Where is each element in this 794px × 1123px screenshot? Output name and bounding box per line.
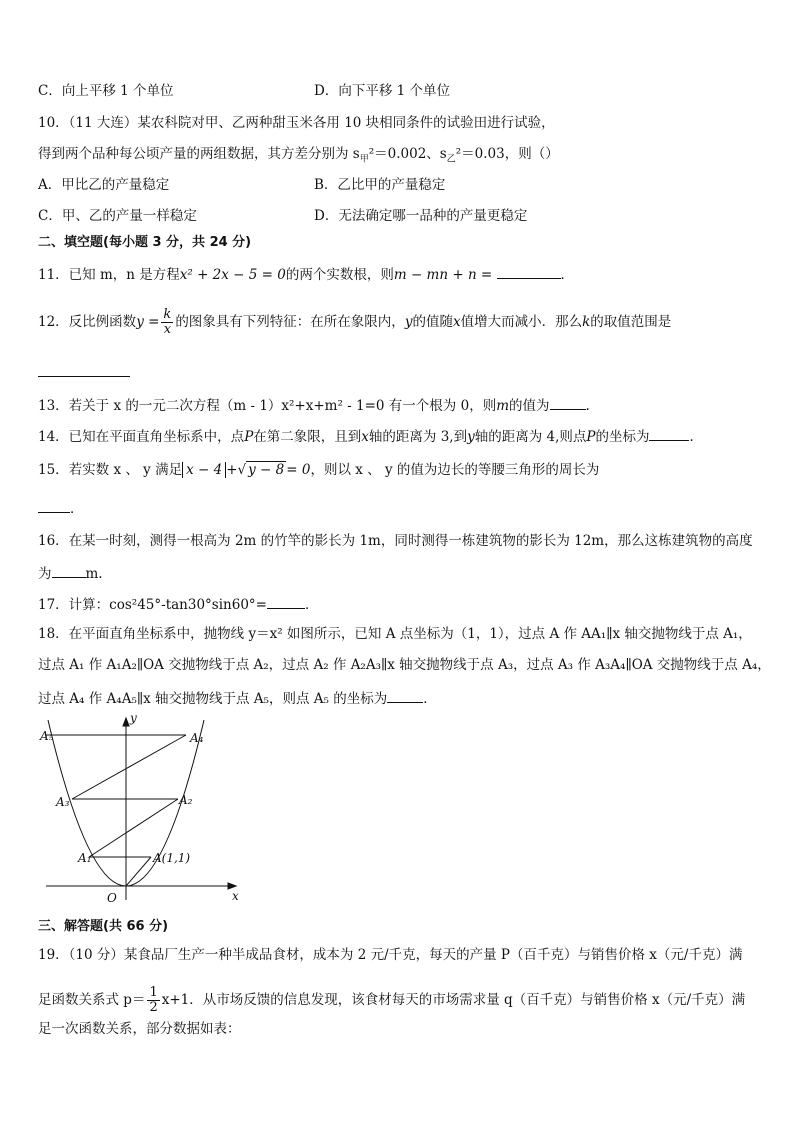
q12: 12．反比例函数y = $\frac{k}{x}$ 的图象具有下列特征：在所在象限内，y的值随x值增大而减小．那么k的取值范围是	[38, 307, 672, 337]
label-y: y	[130, 712, 137, 725]
q16-answer-blank[interactable]	[52, 563, 86, 578]
q19-line1: 19．（10 分）某食品厂生产一种半成品食材，成本为 2 元/千克，每天的产量 P（百千克）与销售价格 x（元/千克）满	[38, 947, 743, 963]
q11: 11．已知 m，n 是方程x² + 2x − 5 = 0的两个实数根，则m − mn + n = ．	[38, 264, 574, 284]
label-a: A(1,1)	[153, 851, 191, 865]
q9-option-d: D．向下平移 1 个单位	[314, 83, 450, 99]
q11-expression: m − mn + n =	[393, 267, 493, 283]
q17-answer-blank[interactable]	[267, 594, 305, 609]
q11-answer-blank[interactable]	[497, 264, 561, 279]
q14-answer-blank[interactable]	[649, 426, 689, 441]
q19-line3: 足一次函数关系，部分数据如表：	[38, 1021, 241, 1037]
q18-line3: 过点 A₄ 作 A₄A₅∥x 轴交抛物线于点 A₅，则点 A₅ 的坐标为 ．	[38, 688, 437, 708]
label-a5: A₅	[40, 729, 54, 743]
q12-answer-blank[interactable]	[38, 362, 130, 377]
q10-stem-line2: 得到两个品种每公顷产量的两组数据，其方差分别为 $s_甲^2=0.002$、$s_乙^2=0.03$，则（）	[38, 146, 559, 165]
label-a4: A₄	[190, 731, 204, 745]
q15-absolute-value: x − 4	[182, 462, 226, 478]
parabola-figure	[36, 712, 246, 908]
q10-option-c: C．甲、乙的产量一样稳定	[38, 208, 197, 224]
q9-option-c: C．向上平移 1 个单位	[38, 83, 174, 99]
q17: 17．计算：cos²45°-tan30°sin60°= ．	[38, 594, 318, 614]
q16-line1: 16．在某一时刻，测得一根高为 2m 的竹竿的影长为 1m，同时测得一栋建筑物的影长为 12m，那么这栋建筑物的高度	[38, 533, 753, 549]
q11-equation: x² + 2x − 5 = 0	[179, 267, 286, 283]
q15: 15．若实数 x 、 y 满足 x − 4 +√ y − 8 = 0，则以 x 、 y 的值为边长的等腰三角形的周长为	[38, 462, 600, 478]
label-a3: A₃	[56, 795, 70, 809]
q12-fraction: $\frac{k}{x}$	[163, 307, 172, 337]
q10-option-d: D．无法确定哪一品种的产量更稳定	[314, 208, 528, 224]
label-x: x	[232, 889, 239, 903]
q16-line2: 为 m.	[38, 563, 103, 583]
q18-line1: 18．在平面直角坐标系中，抛物线 y＝x² 如图所示，已知 A 点坐标为（1，1），过点 A 作 AA₁∥x 轴交抛物线于点 A₁，	[38, 626, 752, 642]
q19-fraction: $\frac{1}{2}$	[149, 985, 158, 1015]
label-a1: A₁	[78, 851, 92, 865]
q13-answer-blank[interactable]	[550, 395, 586, 410]
q10-option-a: A．甲比乙的产量稳定	[38, 177, 170, 193]
q15-square-root: y − 8	[248, 462, 285, 478]
q14: 14．已知在平面直角坐标系中，点P在第二象限，且到x轴的距离为 3,到y轴的距离为 4,则点P的坐标为 ．	[38, 426, 703, 446]
q15-answer-blank[interactable]	[38, 498, 70, 513]
section-fill-in-heading: 二、填空题(每小题 3 分，共 24 分)	[38, 235, 252, 250]
q18-line2: 过点 A₁ 作 A₁A₂∥OA 交抛物线于点 A₂，过点 A₂ 作 A₂A₃∥x 轴交抛物线于点 A₃，过点 A₃ 作 A₃A₄∥OA 交抛物线于点 A₄，	[38, 657, 771, 673]
q13: 13．若关于 x 的一元二次方程（m - 1）x²+x+m² - 1=0 有一个根为 0，则m的值为 .	[38, 395, 590, 415]
q18-answer-blank[interactable]	[387, 688, 423, 703]
section-answer-heading: 三、解答题(共 66 分)	[38, 919, 169, 934]
label-a2: A₂	[179, 793, 193, 807]
q10-option-b: B．乙比甲的产量稳定	[314, 177, 446, 193]
label-origin: O	[107, 891, 117, 905]
q10-stem-line1: 10．（11 大连）某农科院对甲、乙两种甜玉米各用 10 块相同条件的试验田进行试验，	[38, 115, 555, 131]
q19-line2: 足函数关系式 p＝ $\frac{1}{2}$ x+1．从市场反馈的信息发现，该食材每天的市场需求量 q（百千克）与销售价格 x（元/千克）满	[38, 985, 746, 1015]
